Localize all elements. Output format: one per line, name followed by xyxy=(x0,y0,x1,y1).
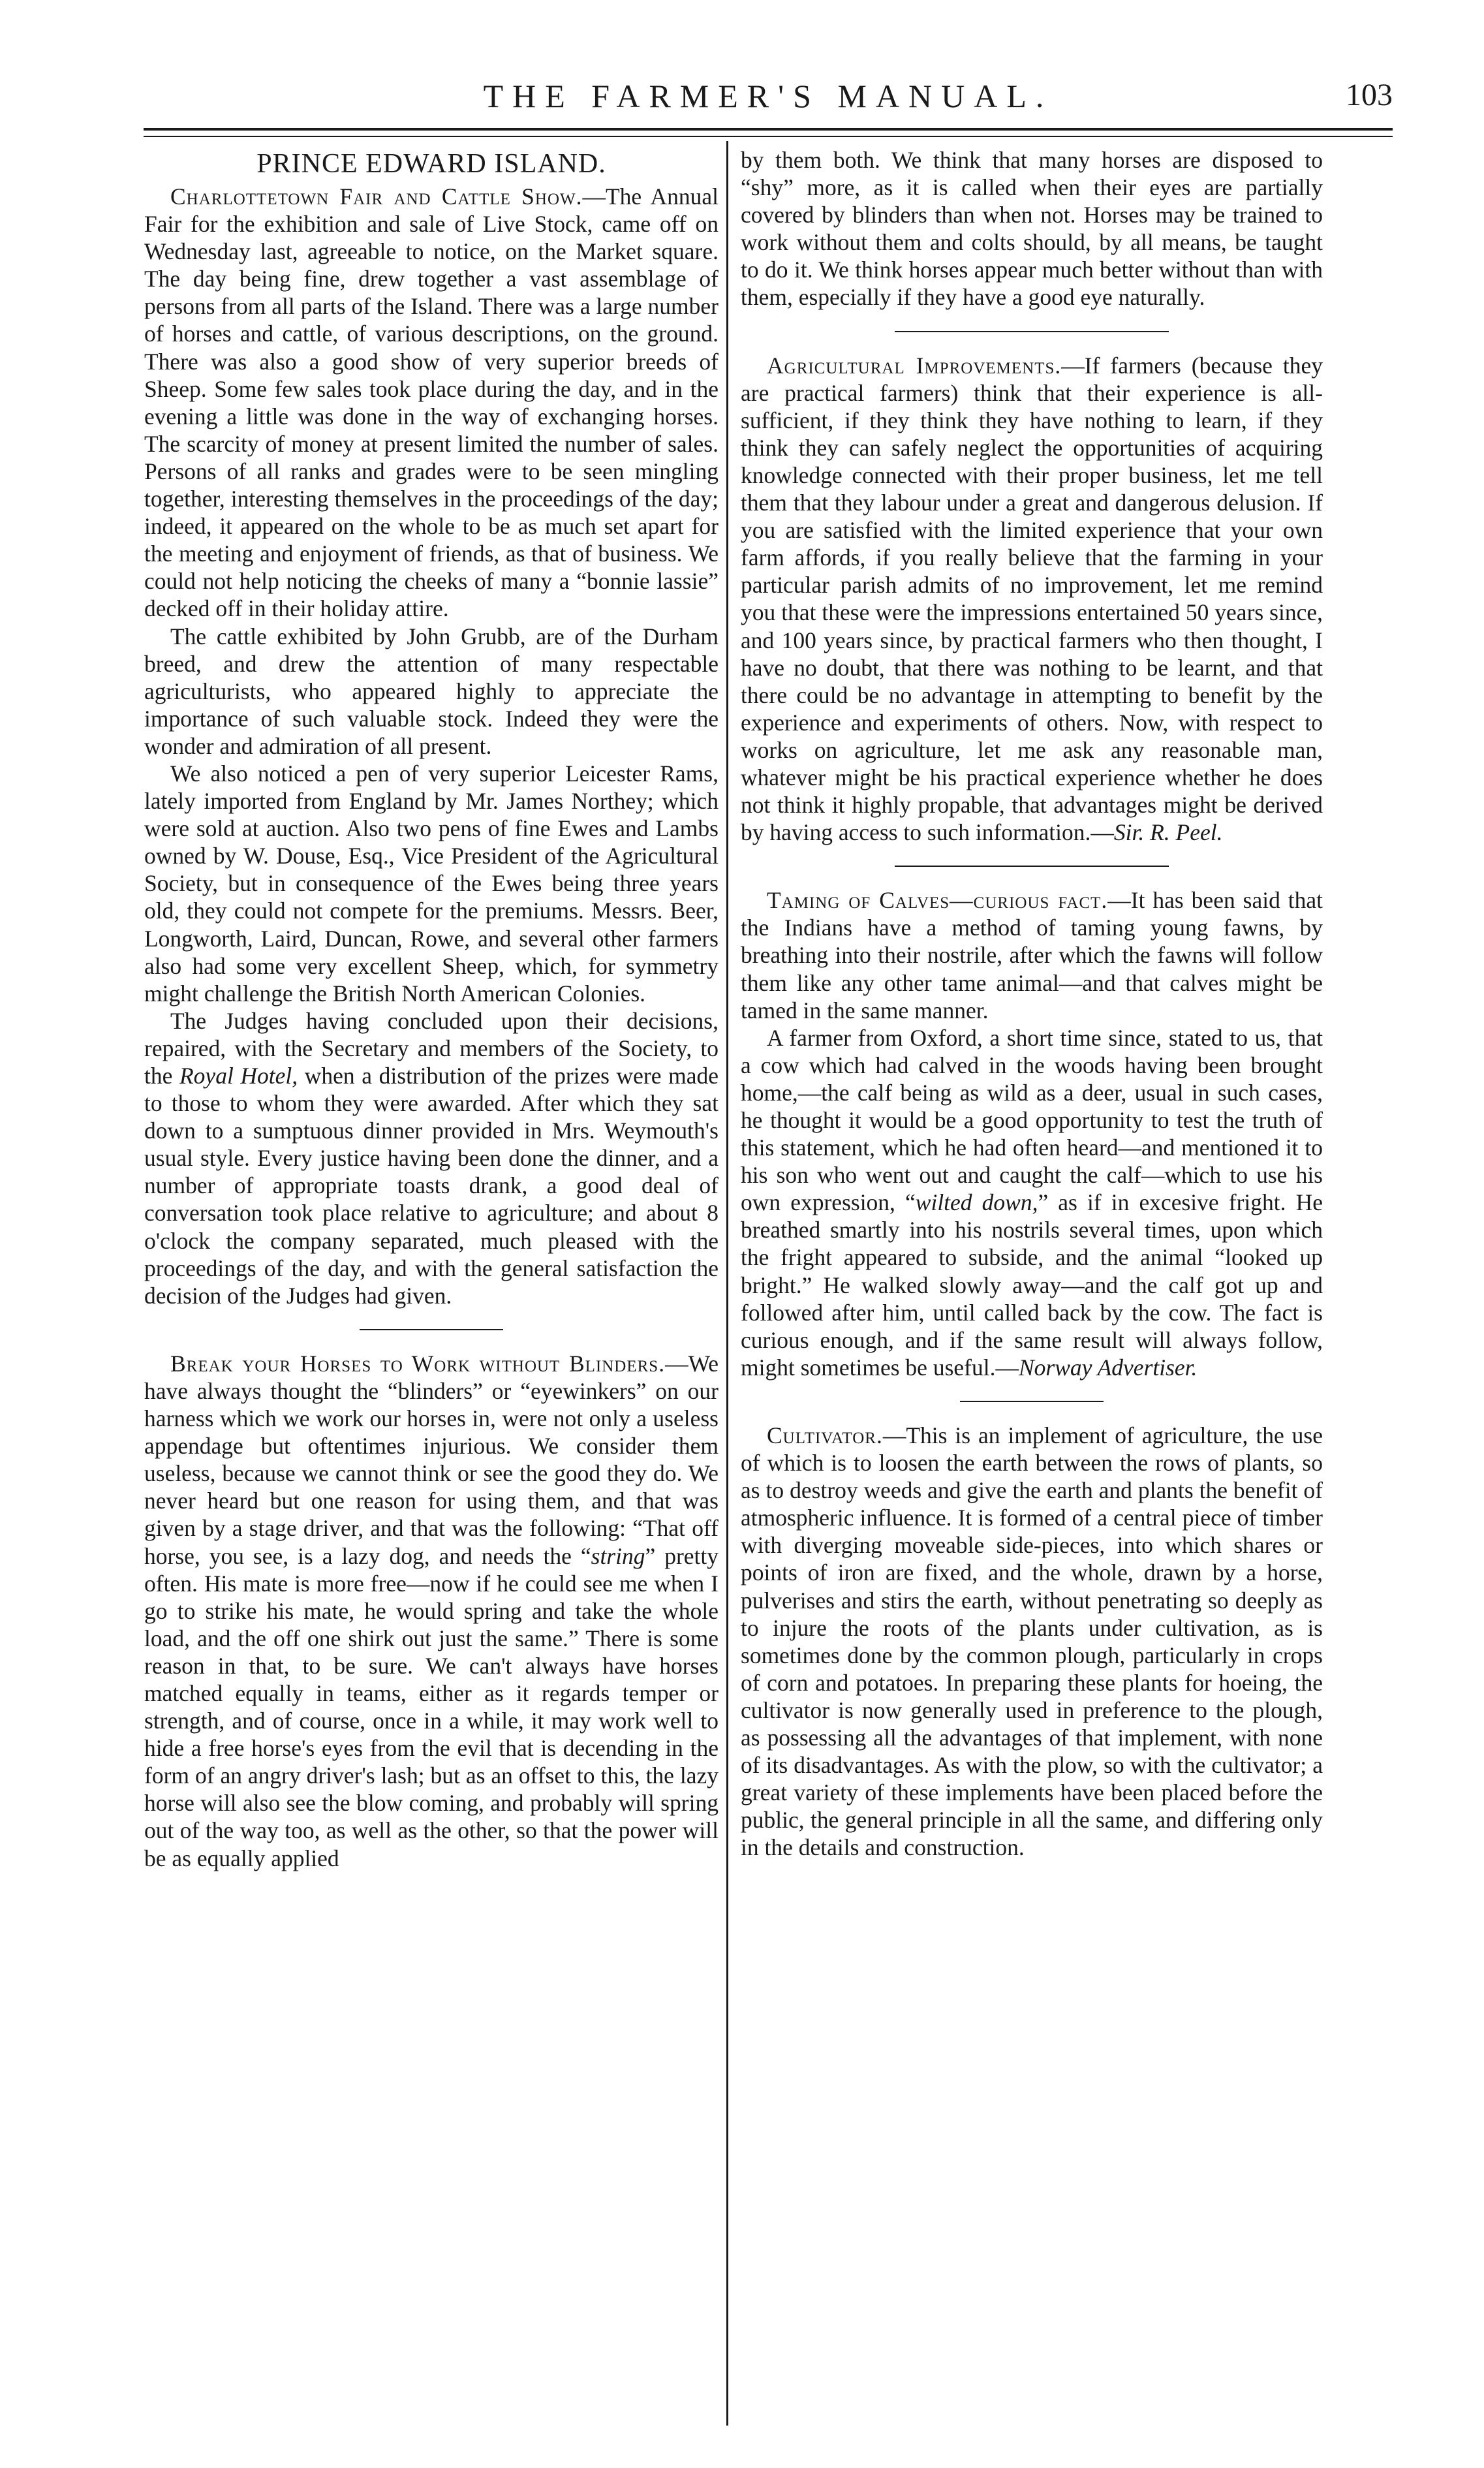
article-separator xyxy=(895,866,1169,867)
fair-paragraph-2: The cattle exhibited by John Grubb, are of the Durham breed, and drew the attention of many respectable agriculturists, who appeared highly to appreciate the importance of such valuable stock. Indeed they were the wonder and admiration of all present. xyxy=(144,623,719,759)
fair-text-4a: The Judges having concluded upon their decisions, repaired, with the Secretary and members of the Society, to the xyxy=(144,1007,719,1089)
fair-paragraph-4 xyxy=(144,1007,719,1309)
header-rule-thin xyxy=(144,136,1393,137)
improvements-source: Sir. R. Peel. xyxy=(1113,819,1223,846)
right-column xyxy=(741,146,1323,1861)
section-title: PRINCE EDWARD ISLAND. xyxy=(256,149,606,179)
header-rule-thick xyxy=(144,128,1393,131)
blinders-paragraph xyxy=(144,1350,719,1872)
blinders-text-b: ” pretty often. His mate is more free—now if he could see me when I go to strike his mate, he would spring and take the whole load, and the off one shirk out just the same.” There is some reason in that, to be sure. We can't always have horses matched equally in teams, either as it regards temper or strength, and of course, once in a while, it may work well to hide a free horse's eyes from the evil that is decending in the form of an angry driver's lash; but as an offset to this, the lazy horse will also see the blow coming, and probably will spring out of the way too, as well as the other, so that the power will be as equally applied xyxy=(144,1542,719,1871)
article-separator xyxy=(895,331,1169,332)
improvements-lead: Agricultural Improvements. xyxy=(767,352,1062,379)
blinders-continuation: by them both. We think that many horses are disposed to “shy” more, as it is called when their eyes are partially covered by blinders than when not. Horses may be trained to work without them and colts should, by all means, be taught to do it. We think horses appear much better without than with them, especially if they have a good eye naturally. xyxy=(741,147,1323,311)
fair-lead: Charlottetown Fair and Cattle Show. xyxy=(170,183,583,210)
calves-text-2b: ” as if in excesive fright. He breathed smartly into his nostrils several times, upon which the fright appeared to subside, and the animal “looked up bright.” He walked slowly away—and the calf got up and followed after him, until called back by the cow. The fact is curious enough, and if the same result will always follow, might sometimes be useful.— xyxy=(741,1189,1323,1381)
running-title: THE FARMER'S MANUAL. xyxy=(483,78,1053,114)
calves-lead: Taming of Calves—curious fact. xyxy=(767,887,1108,914)
improvements-paragraph xyxy=(741,352,1323,847)
column-divider xyxy=(726,141,728,2426)
blinders-text-a: —We have always thought the “blinders” or “eyewinkers” on our harness which we work our horses in, were not only a useless appendage but oftentimes injurious. We consider them useless, because we cannot think or see the good they do. We never heard but one reason for using them, and that was given by a stage driver, and that was the following: “That off horse, you see, is a lazy dog, and needs the “ xyxy=(144,1350,719,1569)
fair-text-1: —The Annual Fair for the exhibition and sale of Live Stock, came off on Wednesday last, agreeable to notice, on the Market square. The day being fine, drew together a vast assemblage of persons from all parts of the Island. There was a large number of horses and cattle, of various descriptions, on the ground. There was also a good show of very superior breeds of Sheep. Some few sales took place during the day, and in the evening a little was done in the way of exchanging horses. The scarcity of money at present limited the number of sales. Persons of all ranks and grades were to be seen mingling together, interesting themselves in the proceedings of the day; indeed, it appeared on the whole to be as much set apart for the meeting and enjoyment of friends, as that of business. We could not help noticing the cheeks of many a “bonnie lassie” decked off in their holiday attire. xyxy=(144,183,719,622)
cultivator-text: —This is an implement of agriculture, the use of which is to loosen the earth between the rows of plants, so as to destroy weeds and give the earth and plants the benefit of atmospheric influence. It is formed of a central piece of timber with diverging moveable side-pieces, into which shares or points of iron are fixed, and the whole, drawn by a horse, pulverises and stirs the earth, without penetrating so deeply as to injure the roots of the plants under cultivation, as is sometimes done by the common plough, particularly in crops of corn and potatoes. In preparing these plants for hoeing, the cultivator is now generally used in preference to the plough, as possessing all the advantages of that implement, with none of its disadvantages. As with the plow, so with the cultivator; a great variety of these implements have been placed before the public, the general principle in all the same, and differing only in the details and construction. xyxy=(741,1422,1323,1861)
cultivator-lead: Cultivator. xyxy=(767,1422,883,1448)
page-number: 103 xyxy=(1346,78,1393,112)
left-column xyxy=(144,146,719,1872)
fair-paragraph-3: We also noticed a pen of very superior Leicester Rams, lately imported from England by Mr. James Northey; which were sold at auction. Also two pens of fine Ewes and Lambs owned by W. Douse, Esq., Vice President of the Agricultural Society, but in consequence of the Ewes being three years old, they could not compete for the premiums. Messrs. Beer, Longworth, Laird, Duncan, Rowe, and several other farmers also had some very excellent Sheep, which, for symmetry might challenge the British North American Colonies. xyxy=(144,760,719,1007)
improvements-text: —If farmers (because they are practical farmers) think that their experience is all-sufficient, if they think they have nothing to learn, if they think they can safely neglect the opportunities of acquiring knowledge connected with their proper business, let me tell them that they labour under a great and dangerous delusion. If you are satisfied with the limited experience that your own farm affords, if you really believe that the farming in your particular parish admits of no improvement, let me remind you that these were the impressions entertained 50 years since, and 100 years since, by practical farmers who then thought, I have no doubt, that there was nothing to be learnt, and that there could be no advantage in attempting to benefit by the experience and experiments of others. Now, with respect to works on agriculture, let me ask any reasonable man, whatever might be his practical experience whether he does not think it highly propable, that advantages might be derived by having access to such information.— xyxy=(741,352,1323,846)
royal-hotel-text: Royal Hotel, xyxy=(179,1063,298,1089)
calves-text-2a: A farmer from Oxford, a short time since, stated to us, that a cow which had calved in the woods having been brought home,—the calf being as wild as a deer, usual in such cases, he thought it would be a good opportunity to test the truth of this statement, which he had often heard—and mentioned it to his son who went out and caught the calf—which to use his own expression, “ xyxy=(741,1024,1323,1216)
calves-paragraph-2 xyxy=(741,1024,1323,1381)
wilted-down-text: wilted down, xyxy=(915,1189,1038,1216)
article-separator xyxy=(960,1401,1104,1402)
cultivator-paragraph xyxy=(741,1422,1323,1862)
string-text: string xyxy=(591,1542,645,1569)
calves-source: Norway Advertiser. xyxy=(1018,1354,1198,1381)
running-head xyxy=(144,77,1393,123)
article-separator xyxy=(360,1329,503,1330)
calves-text-1: —It has been said that the Indians have a method of taming young fawns, by breathing into their nostrile, after which the fawns will follow them like any other tame animal—and that calves might be tamed in the same manner. xyxy=(741,887,1323,1023)
fair-text-4b: when a distribution of the prizes were made to those to whom they were awarded. After which they sat down to a sumptuous dinner provided in Mrs. Weymouth's usual style. Every justice having been done the dinner, and a number of appropriate toasts drank, a good deal of conversation took place relative to agriculture; and about 8 o'clock the company separated, much pleased with the proceedings of the day, and with the general satisfaction the decision of the Judges had given. xyxy=(144,1063,719,1309)
blinders-lead: Break your Horses to Work without Blinders. xyxy=(170,1350,666,1377)
fair-paragraph-1 xyxy=(144,183,719,623)
calves-paragraph-1 xyxy=(741,886,1323,1023)
